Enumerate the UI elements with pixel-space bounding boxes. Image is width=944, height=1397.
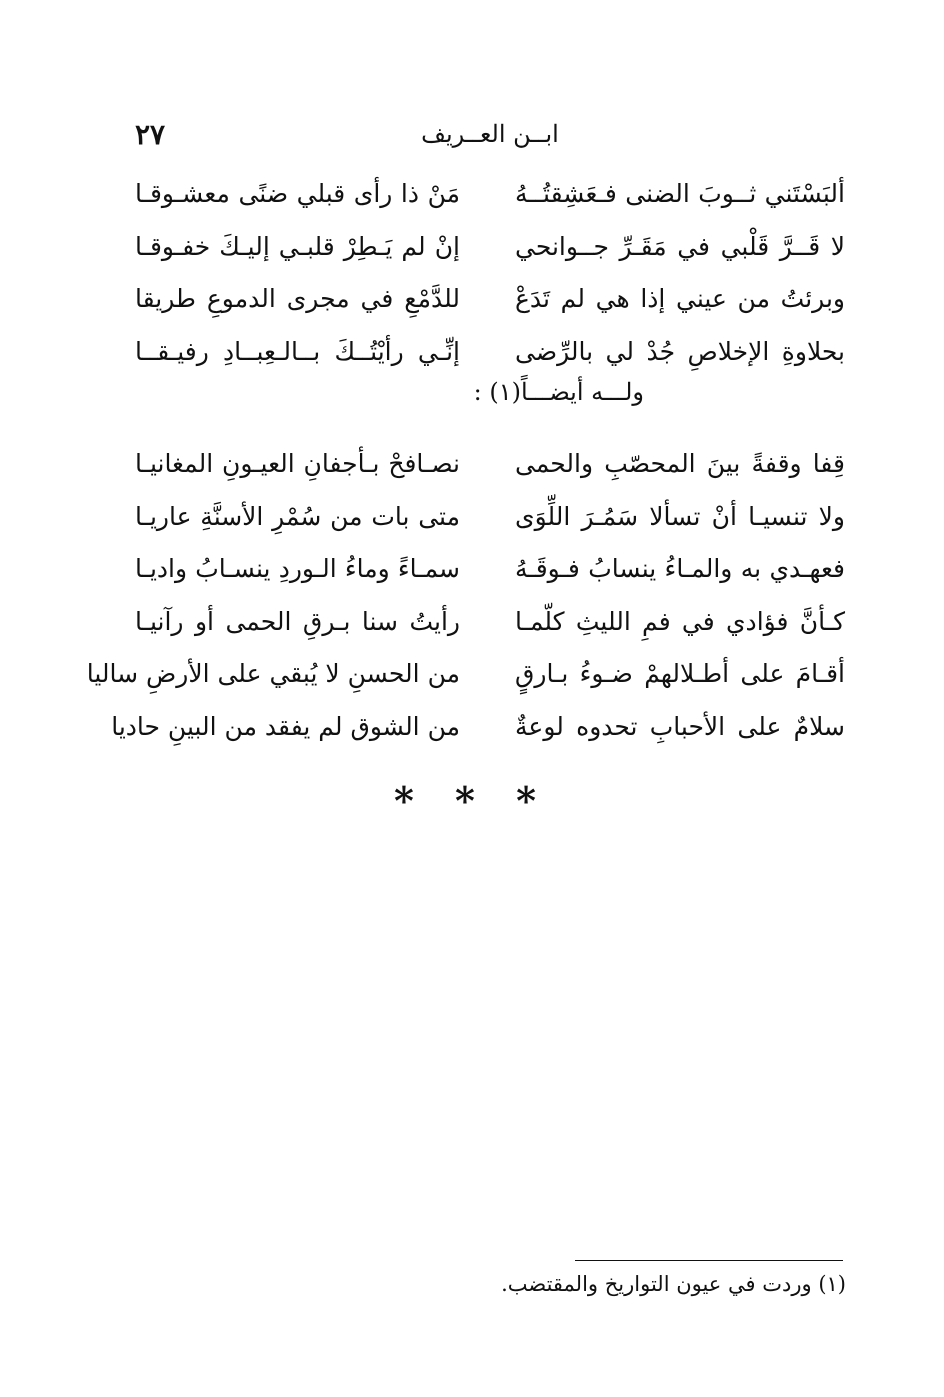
poem-1 [130, 168, 845, 378]
second-hemistich: مَنْ ذا رأى قبلي ضنًى معشـوقـا [135, 179, 460, 208]
verse-line [130, 491, 845, 544]
verse-line [130, 543, 845, 596]
page-number: ٢٧ [135, 118, 166, 151]
second-hemistich: إنِّـي رأيْتُــكَ بــالـعِبــادِ رفيـقــا [135, 336, 460, 366]
second-hemistich: من الشوق لم يفقد من البينِ حاديا [111, 711, 460, 741]
verse-line [130, 168, 845, 221]
footnote: (١) وردت في عيون التواريخ والمقتضب. [501, 1272, 846, 1296]
section-separator: * * * [393, 778, 551, 823]
first-hemistich: بحلاوةِ الإخلاصِ جُدْ لي بالرِّضى [515, 336, 845, 366]
footnote-divider [575, 1260, 843, 1261]
first-hemistich: وبرئتُ من عيني إذا هي لم تَدَعْ [515, 284, 845, 313]
first-hemistich: ألبَسْتَني ثــوبَ الضنى فـعَشِقتُــهُ [515, 179, 845, 208]
verse-line [111, 701, 845, 754]
second-hemistich: سمـاءً وماءُ الـوردِ ينسـابُ واديـا [135, 554, 460, 583]
second-hemistich: إنْ لم يَـطِرْ قلبـي إليـكَ خفـوقـا [135, 231, 460, 261]
first-hemistich: قِفا وقفةً بينَ المحصّبِ والحمى [515, 449, 845, 478]
verse-line [130, 221, 845, 274]
verse-line [130, 596, 845, 649]
first-hemistich: لا قَــرَّ قَلْبي في مَقَـرِّ جــوانحي [515, 231, 845, 261]
first-hemistich: كـأنَّ فؤادي في فمِ الليثِ كلّمـا [515, 606, 845, 636]
verse-line [130, 438, 845, 491]
page-header [135, 118, 845, 158]
second-hemistich: نصـافحْ بـأجفانِ العيـونِ المغانيـا [135, 449, 460, 478]
second-hemistich: رأيتُ سنا بـرقِ الحمى أو رآنيـا [135, 606, 460, 636]
running-title: ابــن العــريف [421, 120, 559, 148]
first-hemistich: ولا تنسيـا أنْ تسألا سَمُـرَ اللِّوَى [515, 501, 845, 531]
verse-line [130, 273, 845, 326]
first-hemistich: أقـامَ على أطـلالهمْ ضـوءُ بـارقٍ [515, 659, 845, 688]
second-hemistich: من الحسنِ لا يُبقي على الأرضِ ساليا [86, 659, 460, 688]
poem-2 [86, 438, 845, 753]
second-hemistich: للدَّمْعِ في مجرى الدموعِ طريقا [135, 284, 460, 313]
verse-line [130, 326, 845, 379]
first-hemistich: فعهـدي به والمـاءُ ينسابُ فـوقَـهُ [515, 554, 845, 583]
poem-intro: ولـــه أيضـــاً(١) : [473, 378, 644, 406]
verse-line [86, 648, 845, 701]
first-hemistich: سلامٌ على الأحبابِ تحدوه لوعةٌ [515, 711, 845, 741]
second-hemistich: متى بات من سُمْرِ الأسنَّةِ عاريـا [135, 501, 460, 531]
